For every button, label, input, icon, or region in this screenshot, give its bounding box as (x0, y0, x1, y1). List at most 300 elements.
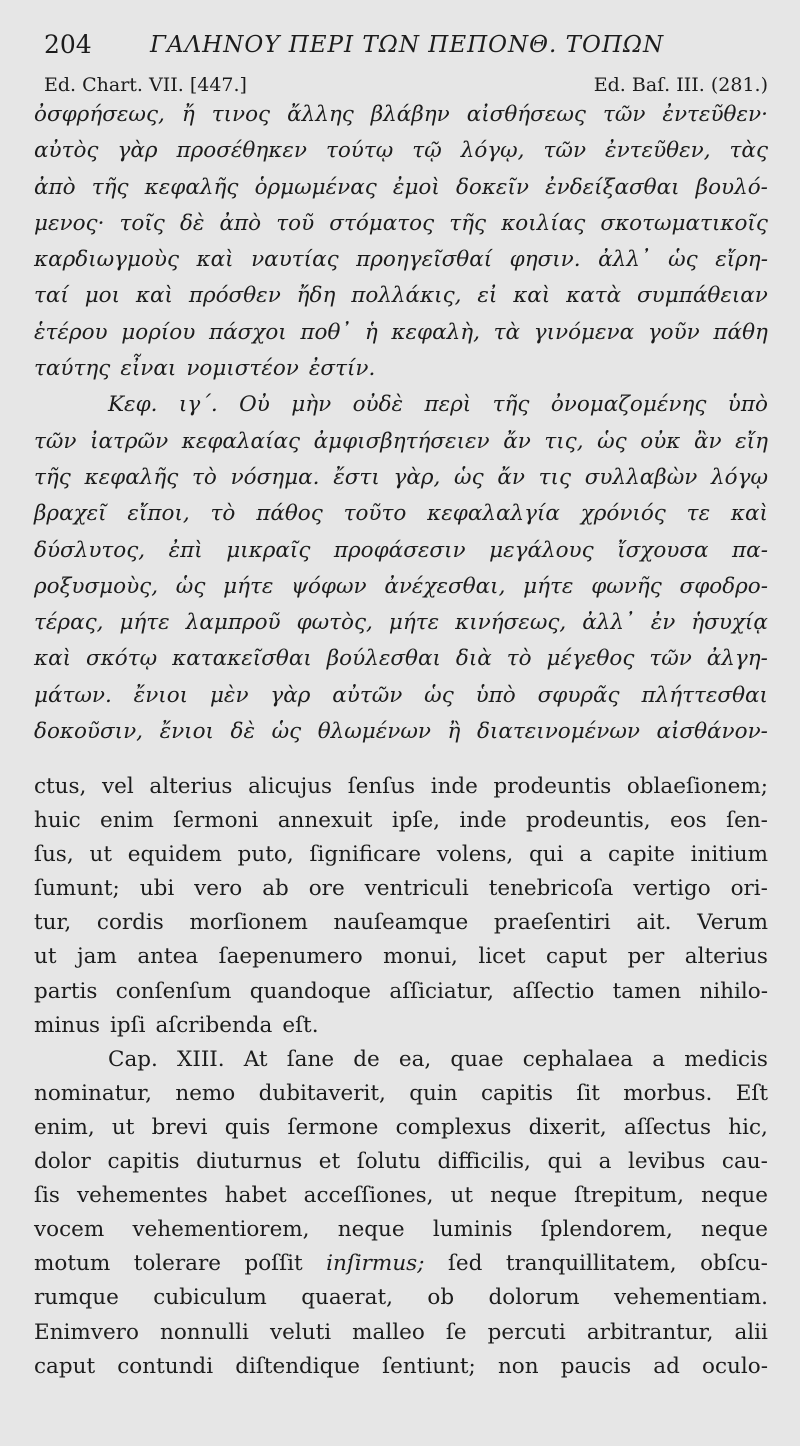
word: ἐντεῦθεν· (662, 102, 768, 127)
word: ipſi (110, 1012, 146, 1038)
word: σκότῳ (86, 646, 158, 672)
word: cau- (721, 1149, 768, 1175)
word: ſane (286, 1046, 335, 1072)
word: ἐπὶ (168, 537, 203, 563)
word: praeſentiri (493, 910, 611, 936)
word: περὶ (424, 392, 472, 418)
word: dolorum (488, 1285, 580, 1311)
word: tamen (612, 978, 682, 1004)
text-line (34, 910, 768, 944)
word: γοῦν (647, 319, 700, 345)
word: τῶν (34, 428, 77, 454)
word: αἰσθήσεως (466, 102, 586, 127)
word: cephalaea (522, 1046, 634, 1072)
word: tur, (34, 910, 72, 936)
word: vocem (34, 1217, 105, 1243)
word: ἀπὸ (219, 210, 262, 236)
word: Enimvero (34, 1319, 139, 1345)
word: ποθ᾽ (300, 319, 352, 345)
word: luminis (432, 1217, 513, 1243)
word: κινήσεως, (455, 610, 567, 636)
word: ἐντεῦθεν, (605, 138, 711, 164)
word: βλάβην (370, 102, 450, 127)
word: κατακεῖσθαι (172, 646, 312, 672)
word: morbus. (623, 1080, 713, 1106)
word: ἂν (693, 428, 722, 454)
word: λόγῳ (711, 464, 768, 490)
word: Eſt (735, 1080, 768, 1106)
word: aſſiciatur, (389, 978, 494, 1004)
word: σκοτωματικοῖς (600, 210, 768, 236)
word: cubiculum (153, 1285, 267, 1311)
word: συλλαβὼν (584, 464, 698, 490)
word: alterius (684, 944, 768, 970)
word: complexus (395, 1114, 512, 1140)
word: μενος· (34, 210, 105, 236)
text-line (34, 175, 768, 211)
word: caput (545, 944, 608, 970)
word: καὶ (135, 283, 173, 309)
word: κεφαλῆς (144, 174, 239, 200)
word: ροξυσμοὺς, (34, 573, 159, 599)
word: ὁρμωμένας (254, 174, 377, 200)
word: εἶναι (120, 356, 177, 382)
word: τὸ (210, 501, 236, 527)
word: εἴη (735, 428, 768, 454)
word: ſed (447, 1251, 483, 1277)
word: caput (34, 1353, 96, 1379)
word: τις, (544, 428, 584, 454)
word: neque (701, 1217, 768, 1243)
word: ταί (34, 283, 69, 309)
word: τῆς (492, 392, 530, 418)
word: ut (89, 842, 112, 868)
word: a (652, 1046, 666, 1072)
word: ventriculi (364, 876, 469, 902)
text-line (34, 1354, 768, 1388)
word: δύσλυτος, (34, 537, 146, 563)
word: antea (137, 944, 199, 970)
word: ἡσυχίᾳ (691, 610, 768, 636)
word: μήτε (388, 610, 440, 636)
text-line (34, 247, 768, 283)
word: At (243, 1046, 268, 1072)
word: ab (262, 876, 289, 902)
word: capitis (480, 1080, 553, 1106)
word: ἀπὸ (34, 174, 76, 200)
word: ctus, (34, 774, 87, 799)
word: ἤ (181, 102, 195, 127)
word: ſermone (287, 1114, 379, 1140)
word: puto, (237, 842, 294, 868)
word: ὡς (271, 719, 302, 745)
word: μὲν (209, 682, 249, 708)
word: τινος (211, 102, 271, 127)
word: initium (690, 842, 768, 868)
word: inſirmus; (326, 1251, 425, 1277)
word: φησιν. (509, 247, 581, 273)
text-line (34, 538, 768, 574)
word: nominatur, (34, 1080, 152, 1106)
word: vehementiorem, (132, 1217, 310, 1243)
word: poſſit (244, 1251, 303, 1277)
word: et (318, 1149, 341, 1175)
word: neque (701, 1183, 768, 1209)
word: conſenſum (115, 978, 232, 1004)
word: aſſectus (624, 1114, 712, 1140)
word: δοκεῖν (455, 174, 529, 200)
word: ὑπὸ (475, 682, 516, 708)
edition-chart-reference: Ed. Chart. VII. [447.] (44, 74, 247, 96)
word: τῆς (91, 174, 129, 200)
word: veluti (270, 1319, 332, 1345)
word: ὑπὸ (727, 392, 768, 418)
word: enim, (34, 1114, 95, 1140)
word: τοῖς (119, 210, 165, 236)
text-line (34, 979, 768, 1013)
word: καρδιωγμοὺς (34, 247, 180, 273)
word: XIII. (177, 1046, 225, 1072)
word: ait. (636, 910, 672, 936)
text-line (34, 211, 768, 247)
word: καὶ (730, 501, 768, 527)
word: ὀνομαζομένης (550, 392, 707, 418)
word: φωτὸς, (296, 610, 373, 636)
word: μήτε (223, 573, 274, 599)
word: γὰρ (270, 682, 311, 708)
word: rumque (34, 1285, 119, 1311)
word: dixerit, (528, 1114, 607, 1140)
text-line (34, 876, 768, 910)
text-line (34, 1251, 768, 1285)
word: σφυρᾶς (537, 682, 620, 708)
text-line (34, 501, 768, 537)
word: κοιλίας (501, 210, 586, 236)
word: τὸ (192, 464, 217, 490)
word: ſermoni (173, 808, 259, 834)
word: τὸ (506, 646, 532, 672)
word: diſtendique (235, 1353, 361, 1379)
word: αἰσθάνον- (656, 719, 768, 745)
word: βούλεσθαι (326, 646, 441, 672)
text-line (34, 944, 768, 978)
word: μοι (84, 283, 121, 309)
word: ubi (139, 876, 175, 902)
text-line (34, 465, 768, 501)
word: aſcribenda (155, 1012, 273, 1038)
word: ἔνιοι (133, 682, 189, 708)
word: ὡς (668, 247, 698, 273)
word: arbitrantur, (586, 1319, 714, 1345)
word: πλήττεσθαι (641, 682, 768, 708)
word: τῶν (543, 138, 587, 164)
edition-basel-reference: Ed. Baſ. III. (281.) (593, 74, 768, 96)
word: dubitaverit, (258, 1080, 386, 1106)
word: ſtrepitum, (574, 1183, 685, 1209)
word: πάσχοι (208, 319, 287, 345)
text-line (34, 1183, 768, 1217)
word: cordis (96, 910, 164, 936)
word: τὰς (729, 138, 768, 164)
word: κατὰ (566, 283, 622, 309)
word: Οὐ (239, 392, 270, 418)
word: ἑτέρου (34, 319, 108, 345)
word: alicujus (248, 774, 333, 799)
word: εἴρη- (715, 247, 768, 273)
word: paucis (560, 1353, 632, 1379)
word: τέρας, (34, 610, 104, 636)
word: eos (670, 808, 707, 834)
word: τὰ (493, 319, 521, 345)
text-line (34, 102, 768, 138)
word: ἄν (503, 428, 531, 454)
word: ταύτης (34, 356, 111, 382)
word: diuturnus (196, 1149, 303, 1175)
word: τοῦτο (343, 501, 407, 527)
word: ut (111, 1114, 135, 1140)
text-line (34, 429, 768, 465)
word: ιγ΄. (178, 392, 218, 418)
running-title: ΓΑΛΗΝΟΥ ΠΕΡΙ ΤΩΝ ΠΕΠΟΝΘ. ΤΟΠΩΝ (150, 32, 665, 58)
word: χρόνιός (580, 501, 666, 527)
text-line (34, 646, 768, 682)
word: νόσημα. (230, 464, 320, 490)
text-line (34, 719, 768, 755)
word: dolor (34, 1149, 91, 1175)
word: γὰρ, (393, 464, 441, 490)
word: τῶν (602, 102, 646, 127)
word: οὐκ (640, 428, 681, 454)
word: tolerare (133, 1251, 221, 1277)
word: tranquillitatem, (505, 1251, 677, 1277)
text-line (34, 1285, 768, 1319)
word: obſcu- (700, 1251, 768, 1277)
word: ipſe, (391, 808, 440, 834)
text-line (34, 683, 768, 719)
word: λαμπροῦ (185, 610, 281, 636)
word: Verum (697, 910, 768, 936)
word: vertigo (633, 876, 711, 902)
word: monui, (383, 944, 458, 970)
word: κεφαλῆς (84, 464, 179, 490)
word: ὀσφρήσεως, (34, 102, 165, 127)
word: εἴποι, (127, 501, 190, 527)
word: ſis (34, 1183, 60, 1209)
word: percuti (487, 1319, 566, 1345)
edition-references (44, 74, 768, 102)
word: ὡς (454, 464, 484, 490)
text-line (34, 392, 768, 428)
word: στόματος (329, 210, 435, 236)
text-line (34, 1081, 768, 1115)
word: quandoque (249, 978, 372, 1004)
word: ſit (576, 1080, 600, 1106)
word: κεφαλαλγία (427, 501, 560, 527)
word: ori- (730, 876, 768, 902)
word: vel (102, 774, 134, 799)
text-line (34, 1047, 768, 1081)
word: κεφαλὴ, (391, 319, 480, 345)
word: Cap. (108, 1046, 158, 1072)
word: τῆς (34, 464, 71, 490)
text-line (34, 842, 768, 876)
word: per (627, 944, 665, 970)
word: τοῦ (276, 210, 315, 236)
word: nihilo- (699, 978, 768, 1004)
word: πάθη (713, 319, 768, 345)
word: ut (450, 1183, 474, 1209)
word: ſen- (726, 808, 768, 834)
word: πρόσθεν (188, 283, 281, 309)
word: μέγεθος (546, 646, 635, 672)
word: nemo (175, 1080, 236, 1106)
word: inde (430, 774, 478, 799)
word: διὰ (455, 646, 492, 672)
word: τούτῳ (325, 138, 394, 164)
word: contundi (117, 1353, 214, 1379)
word: ἰατρῶν (90, 428, 169, 454)
word: μορίου (121, 319, 196, 345)
word: ad (653, 1353, 680, 1379)
word: προσέθηκεν (176, 138, 307, 164)
word: ἀλγη- (706, 646, 768, 672)
text-line (34, 1013, 768, 1047)
word: ut (34, 944, 57, 970)
word: prodeuntis (493, 774, 612, 799)
word: καὶ (513, 283, 551, 309)
word: θλωμένων (317, 719, 431, 745)
word: μικραῖς (226, 537, 311, 563)
word: levibus (628, 1149, 706, 1175)
word: φωνῆς (591, 573, 662, 599)
word: καὶ (34, 646, 72, 672)
word: ἴσχουσα (617, 537, 709, 563)
word: προηγεῖσθαί (356, 247, 493, 273)
word: ναυτίας (251, 247, 339, 273)
word: ἀλλ᾽ (598, 247, 651, 273)
word: ἢ (447, 719, 461, 745)
text-line (34, 774, 768, 808)
word: τῶν (649, 646, 692, 672)
word: μεγάλους (489, 537, 594, 563)
word: ἐμοὶ (392, 174, 440, 200)
word: capite (607, 842, 675, 868)
word: τε (686, 501, 711, 527)
word: partis (34, 978, 98, 1004)
word: βουλό- (695, 174, 768, 200)
text-line (34, 1320, 768, 1354)
word: ἄλλης (287, 102, 354, 127)
text-line (34, 1149, 768, 1183)
word: ἄν (497, 464, 525, 490)
word: σφοδρο- (679, 573, 768, 599)
word: quin (409, 1080, 458, 1106)
word: ob (427, 1285, 455, 1311)
word: inde (459, 808, 507, 834)
word: λόγῳ, (460, 138, 525, 164)
word: quaerat, (301, 1285, 393, 1311)
word: ea, (398, 1046, 432, 1072)
word: προφάσεσιν (333, 537, 466, 563)
word: malleo (352, 1319, 425, 1345)
word: οὐδὲ (352, 392, 404, 418)
word: annexuit (277, 808, 373, 834)
word: vero (194, 876, 243, 902)
word: vehementes (76, 1183, 208, 1209)
word: volens, (436, 842, 514, 868)
word: ore (308, 876, 345, 902)
word: μήτε (119, 610, 170, 636)
word: equidem (127, 842, 222, 868)
word: μήτε (523, 573, 574, 599)
greek-text-block (34, 102, 768, 755)
word: ἐν (650, 610, 676, 636)
word: quis (224, 1114, 271, 1140)
word: αὐτῶν (332, 682, 403, 708)
text-line (34, 808, 768, 842)
word: διατεινομένων (476, 719, 640, 745)
word: ἤδη (296, 283, 336, 309)
word: capitis (107, 1149, 180, 1175)
word: τῷ (412, 138, 442, 164)
text-line (34, 283, 768, 319)
latin-text-block (34, 774, 768, 1388)
word: morſionem (189, 910, 308, 936)
text-line (34, 574, 768, 610)
word: neque (490, 1183, 557, 1209)
word: ἔνιοι (159, 719, 214, 745)
word: μάτων. (34, 682, 112, 708)
word: oculo- (702, 1353, 768, 1379)
word: nonnulli (159, 1319, 249, 1345)
word: alterius (149, 774, 233, 799)
word: vehementiam. (614, 1285, 768, 1311)
word: εἰ (477, 283, 498, 309)
word: Κεφ. (108, 392, 158, 418)
word: κεφαλαίας (181, 428, 301, 454)
word: eſt. (282, 1012, 319, 1038)
text-line (34, 1115, 768, 1149)
word: ſus, (34, 842, 74, 868)
word: βραχεῖ (34, 501, 107, 527)
word: oblaeſionem; (626, 774, 768, 799)
word: a (579, 842, 593, 868)
word: ſignificare (309, 842, 422, 868)
word: πα- (732, 537, 768, 563)
text-line (34, 610, 768, 646)
word: aſſectio (512, 978, 595, 1004)
word: neque (337, 1217, 405, 1243)
word: συμπάθειαν (637, 283, 768, 309)
word: ſumunt; (34, 876, 120, 902)
word: καὶ (196, 247, 234, 273)
word: ἀνέχεσθαι, (384, 573, 506, 599)
word: ἐνδείξασθαι (545, 174, 680, 200)
word: alii (734, 1319, 768, 1345)
word: qui (529, 842, 564, 868)
word: αὐτὸς (34, 138, 99, 164)
word: ἡ (364, 319, 378, 345)
word: δὲ (230, 719, 256, 745)
word: ſaepenumero (218, 944, 363, 970)
word: ἀμφισβητήσειεν (313, 428, 490, 454)
word: δὲ (179, 210, 205, 236)
word: difficilis, (437, 1149, 531, 1175)
word: motum (34, 1251, 111, 1277)
word: licet (478, 944, 526, 970)
word: nauſeamque (333, 910, 469, 936)
word: ἔστι (333, 464, 380, 490)
